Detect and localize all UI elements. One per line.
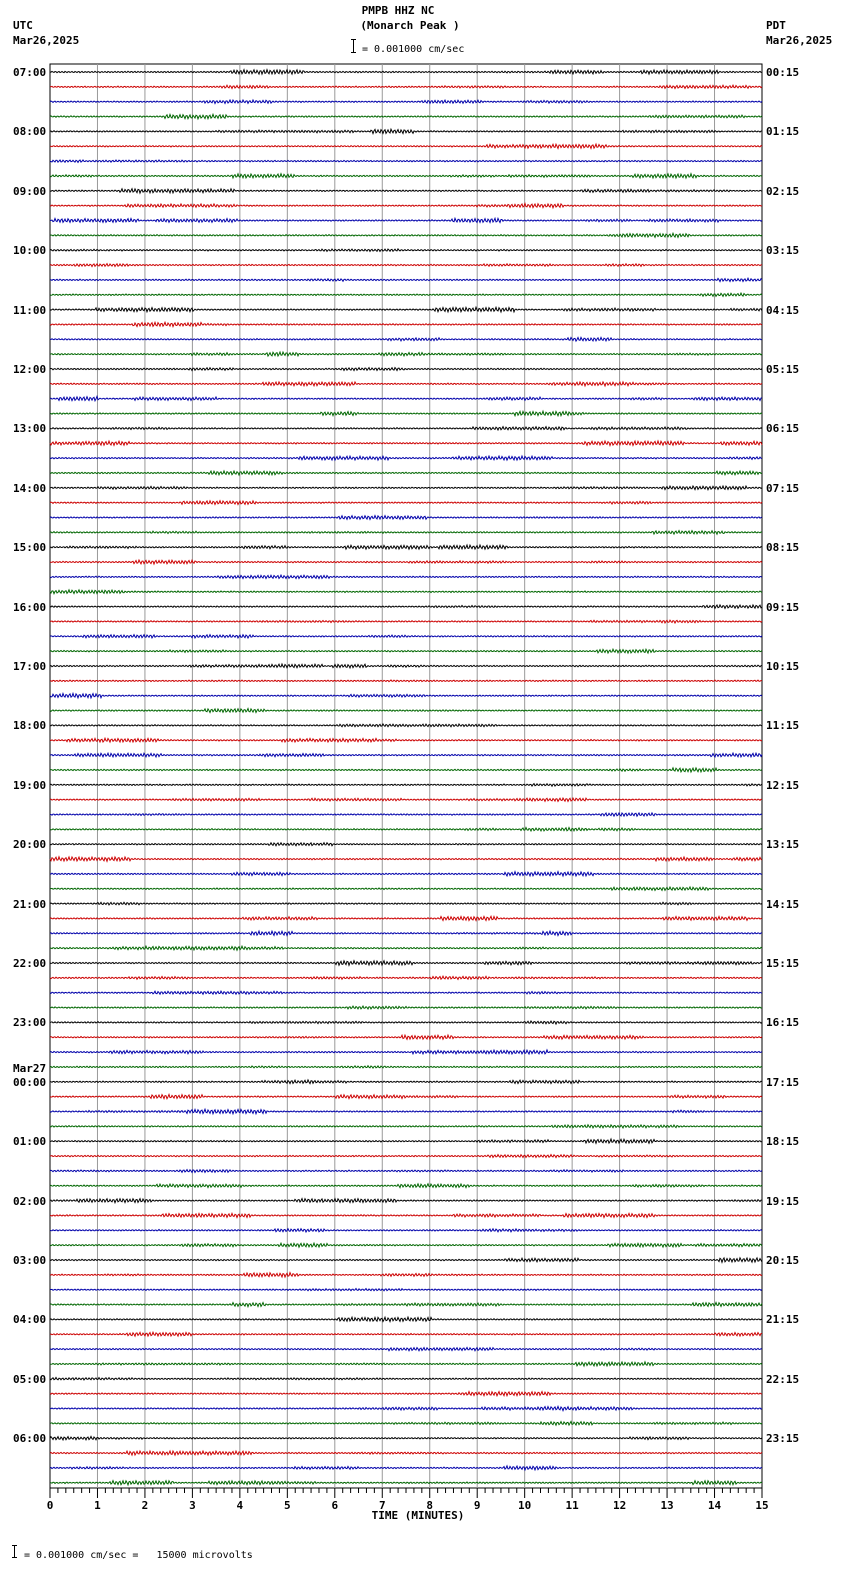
x-tick-label: 7	[378, 1499, 386, 1512]
pdt-hour-label: 00:15	[766, 66, 800, 79]
x-tick-label: 5	[284, 1499, 291, 1512]
pdt-hour-label: 08:15	[766, 541, 800, 555]
seismic-trace	[50, 1273, 762, 1278]
pdt-hour-label: 09:15	[766, 600, 800, 614]
seismic-trace	[50, 396, 762, 400]
seismic-trace	[50, 1109, 762, 1114]
seismic-trace	[50, 872, 762, 876]
pdt-hour-label: 16:15	[766, 1016, 800, 1030]
seismic-trace	[50, 427, 762, 430]
utc-hour-label: 20:00	[13, 838, 47, 852]
utc-hour-label: 08:00	[13, 125, 47, 139]
seismic-trace	[50, 70, 762, 74]
utc-hour-label: 23:00	[13, 1016, 47, 1030]
x-tick-label: 15	[755, 1499, 769, 1512]
seismic-trace	[50, 1392, 762, 1396]
seismic-trace	[50, 649, 762, 653]
seismic-trace	[50, 1139, 762, 1143]
pdt-hour-label: 12:15	[766, 778, 800, 792]
seismic-trace	[50, 738, 762, 742]
pdt-hour-label: 17:15	[766, 1075, 800, 1089]
seismic-trace	[50, 902, 762, 905]
seismic-trace	[50, 545, 762, 549]
seismic-trace	[50, 1006, 762, 1009]
seismic-trace	[50, 575, 762, 578]
seismic-trace	[50, 709, 762, 713]
seismic-trace	[50, 1332, 762, 1336]
seismic-trace	[50, 1170, 762, 1173]
seismic-trace	[50, 1436, 762, 1440]
seismic-trace	[50, 204, 762, 208]
seismic-trace	[50, 337, 762, 341]
seismic-trace	[50, 931, 762, 935]
x-tick-label: 9	[473, 1499, 481, 1512]
seismic-trace	[50, 1422, 762, 1426]
seismic-trace	[50, 680, 762, 682]
utc-hour-label: 18:00	[13, 719, 47, 733]
seismic-trace	[50, 1348, 762, 1351]
pdt-hour-label: 04:15	[766, 303, 800, 317]
seismic-trace	[50, 976, 762, 979]
left-date: Mar26,2025	[13, 34, 80, 47]
seismic-trace	[50, 635, 762, 638]
seismic-trace	[50, 693, 762, 698]
x-tick-label: 3	[189, 1499, 196, 1512]
seismic-trace	[50, 768, 762, 772]
pdt-hour-label: 07:15	[766, 481, 800, 495]
seismic-trace	[50, 961, 762, 966]
seismic-trace	[50, 1035, 762, 1039]
seismic-trace	[50, 991, 762, 994]
utc-hour-label: 16:00	[13, 600, 47, 614]
utc-hour-label: 05:00	[13, 1372, 47, 1386]
pdt-hour-label: 20:15	[766, 1254, 800, 1267]
pdt-hour-label: 06:15	[766, 422, 800, 436]
seismic-trace	[50, 264, 762, 267]
pdt-hour-label: 15:15	[766, 957, 800, 970]
seismic-trace	[50, 1094, 762, 1098]
x-tick-label: 10	[518, 1499, 532, 1512]
utc-hour-label: 22:00	[13, 957, 47, 970]
utc-hour-label: 03:00	[13, 1254, 47, 1267]
utc-hour-label: 12:00	[13, 363, 47, 376]
seismic-trace	[50, 501, 762, 505]
right-timezone: PDT	[766, 19, 786, 32]
seismic-trace	[50, 620, 762, 623]
pdt-hour-label: 05:15	[766, 363, 800, 376]
seismic-trace	[50, 843, 762, 846]
seismic-trace	[50, 946, 762, 950]
seismic-trace	[50, 1184, 762, 1188]
utc-hour-label: 04:00	[13, 1313, 47, 1327]
seismic-trace	[50, 189, 762, 193]
seismic-trace	[50, 605, 762, 609]
seismic-trace	[50, 784, 762, 787]
seismic-trace	[50, 1303, 762, 1307]
seismic-trace	[50, 1466, 762, 1470]
seismic-trace	[50, 590, 762, 594]
pdt-hour-label: 02:15	[766, 184, 800, 198]
utc-hour-label: 11:00	[13, 303, 47, 317]
seismic-trace	[50, 1362, 762, 1366]
pdt-hour-label: 11:15	[766, 719, 800, 733]
seismic-trace	[50, 531, 762, 535]
utc-hour-label: 07:00	[13, 66, 47, 79]
seismic-trace	[50, 114, 762, 119]
x-tick-label: 13	[660, 1499, 674, 1512]
seismic-trace	[50, 1229, 762, 1232]
utc-hour-label: 21:00	[13, 897, 47, 911]
x-tick-label: 14	[707, 1499, 722, 1512]
x-tick-label: 1	[94, 1499, 101, 1512]
seismic-trace	[50, 560, 762, 564]
seismic-trace	[50, 1066, 762, 1068]
utc-hour-label: 01:00	[13, 1135, 47, 1149]
utc-hour-label: 19:00	[13, 778, 47, 792]
seismic-trace	[50, 249, 762, 252]
seismic-trace	[50, 916, 762, 920]
pdt-hour-label: 22:15	[766, 1372, 800, 1386]
pdt-hour-label: 01:15	[766, 125, 800, 139]
seismic-trace	[50, 307, 762, 312]
seismic-trace	[50, 1213, 762, 1217]
seismic-trace	[50, 278, 762, 281]
x-tick-label: 0	[46, 1499, 54, 1512]
utc-hour-label: 15:00	[13, 541, 47, 555]
seismic-trace	[50, 1199, 762, 1203]
pdt-hour-label: 21:15	[766, 1313, 800, 1327]
utc-hour-label: 13:00	[13, 422, 47, 436]
scale-bar-icon	[353, 39, 354, 53]
seismic-trace	[50, 85, 762, 88]
pdt-hour-label: 03:15	[766, 244, 800, 258]
pdt-hour-label: 14:15	[766, 897, 800, 911]
seismic-trace	[50, 1080, 762, 1084]
utc-hour-label: 17:00	[13, 660, 47, 673]
pdt-hour-label: 19:15	[766, 1194, 800, 1208]
station-location: (Monarch Peak )	[360, 19, 460, 32]
x-tick-label: 6	[331, 1499, 339, 1512]
seismic-trace	[50, 828, 762, 832]
pdt-hour-label: 23:15	[766, 1432, 800, 1446]
utc-hour-label: 00:00	[13, 1075, 47, 1089]
seismic-trace	[50, 293, 762, 296]
seismic-trace	[50, 1289, 762, 1291]
seismic-trace	[50, 456, 762, 460]
station-title: PMPB HHZ NC	[361, 4, 435, 17]
seismic-trace	[50, 471, 762, 475]
seismic-trace	[50, 887, 762, 890]
utc-hour-label: 14:00	[13, 481, 47, 495]
seismic-trace	[50, 1317, 762, 1322]
seismic-trace	[50, 352, 762, 356]
utc-hour-label: 06:00	[13, 1432, 47, 1446]
utc-hour-label: 02:00	[13, 1194, 47, 1208]
seismic-trace	[50, 1155, 762, 1158]
footer-scale-note: = 0.001000 cm/sec = 15000 microvolts	[24, 1550, 253, 1561]
seismic-trace	[50, 382, 762, 386]
seismic-trace	[50, 1050, 762, 1054]
seismic-trace	[50, 218, 762, 222]
pdt-hour-label: 13:15	[766, 838, 800, 852]
x-tick-label: 8	[426, 1499, 434, 1512]
seismic-trace	[50, 1125, 762, 1128]
seismic-trace	[50, 441, 762, 446]
x-tick-label: 11	[565, 1499, 579, 1512]
seismic-trace	[50, 411, 762, 416]
x-axis-label: TIME (MINUTES)	[371, 1509, 465, 1522]
x-tick-label: 2	[141, 1499, 149, 1512]
seismic-trace	[50, 144, 762, 148]
seismic-trace	[50, 1451, 762, 1455]
date-change-label: Mar27	[13, 1061, 47, 1075]
utc-hour-label: 09:00	[13, 184, 47, 198]
seismic-trace	[50, 857, 762, 862]
pdt-hour-label: 18:15	[766, 1135, 800, 1149]
seismic-trace	[50, 100, 762, 104]
seismic-trace	[50, 753, 762, 757]
seismic-trace	[50, 516, 762, 520]
left-timezone: UTC	[13, 19, 33, 32]
seismic-trace	[50, 233, 762, 237]
seismic-trace	[50, 160, 762, 162]
seismic-trace	[50, 798, 762, 801]
seismic-trace	[50, 174, 762, 178]
seismic-trace	[50, 664, 762, 668]
seismic-trace	[50, 1258, 762, 1263]
footer-scale-bar-icon	[14, 1545, 15, 1558]
utc-hour-label: 10:00	[13, 244, 47, 258]
seismic-trace	[50, 1021, 762, 1024]
seismic-trace	[50, 1243, 762, 1247]
x-tick-label: 4	[236, 1499, 244, 1512]
x-tick-label: 12	[612, 1499, 627, 1512]
scale-label: = 0.001000 cm/sec	[362, 44, 465, 55]
seismic-trace	[50, 486, 762, 490]
seismic-trace	[50, 1378, 762, 1381]
seismic-trace	[50, 1481, 762, 1485]
seismic-trace	[50, 813, 762, 816]
seismic-trace	[50, 129, 762, 133]
seismic-trace	[50, 368, 762, 371]
seismic-trace	[50, 322, 762, 326]
seismic-trace	[50, 1406, 762, 1410]
pdt-hour-label: 10:15	[766, 660, 800, 673]
right-date: Mar26,2025	[766, 34, 833, 47]
seismic-trace	[50, 724, 762, 727]
